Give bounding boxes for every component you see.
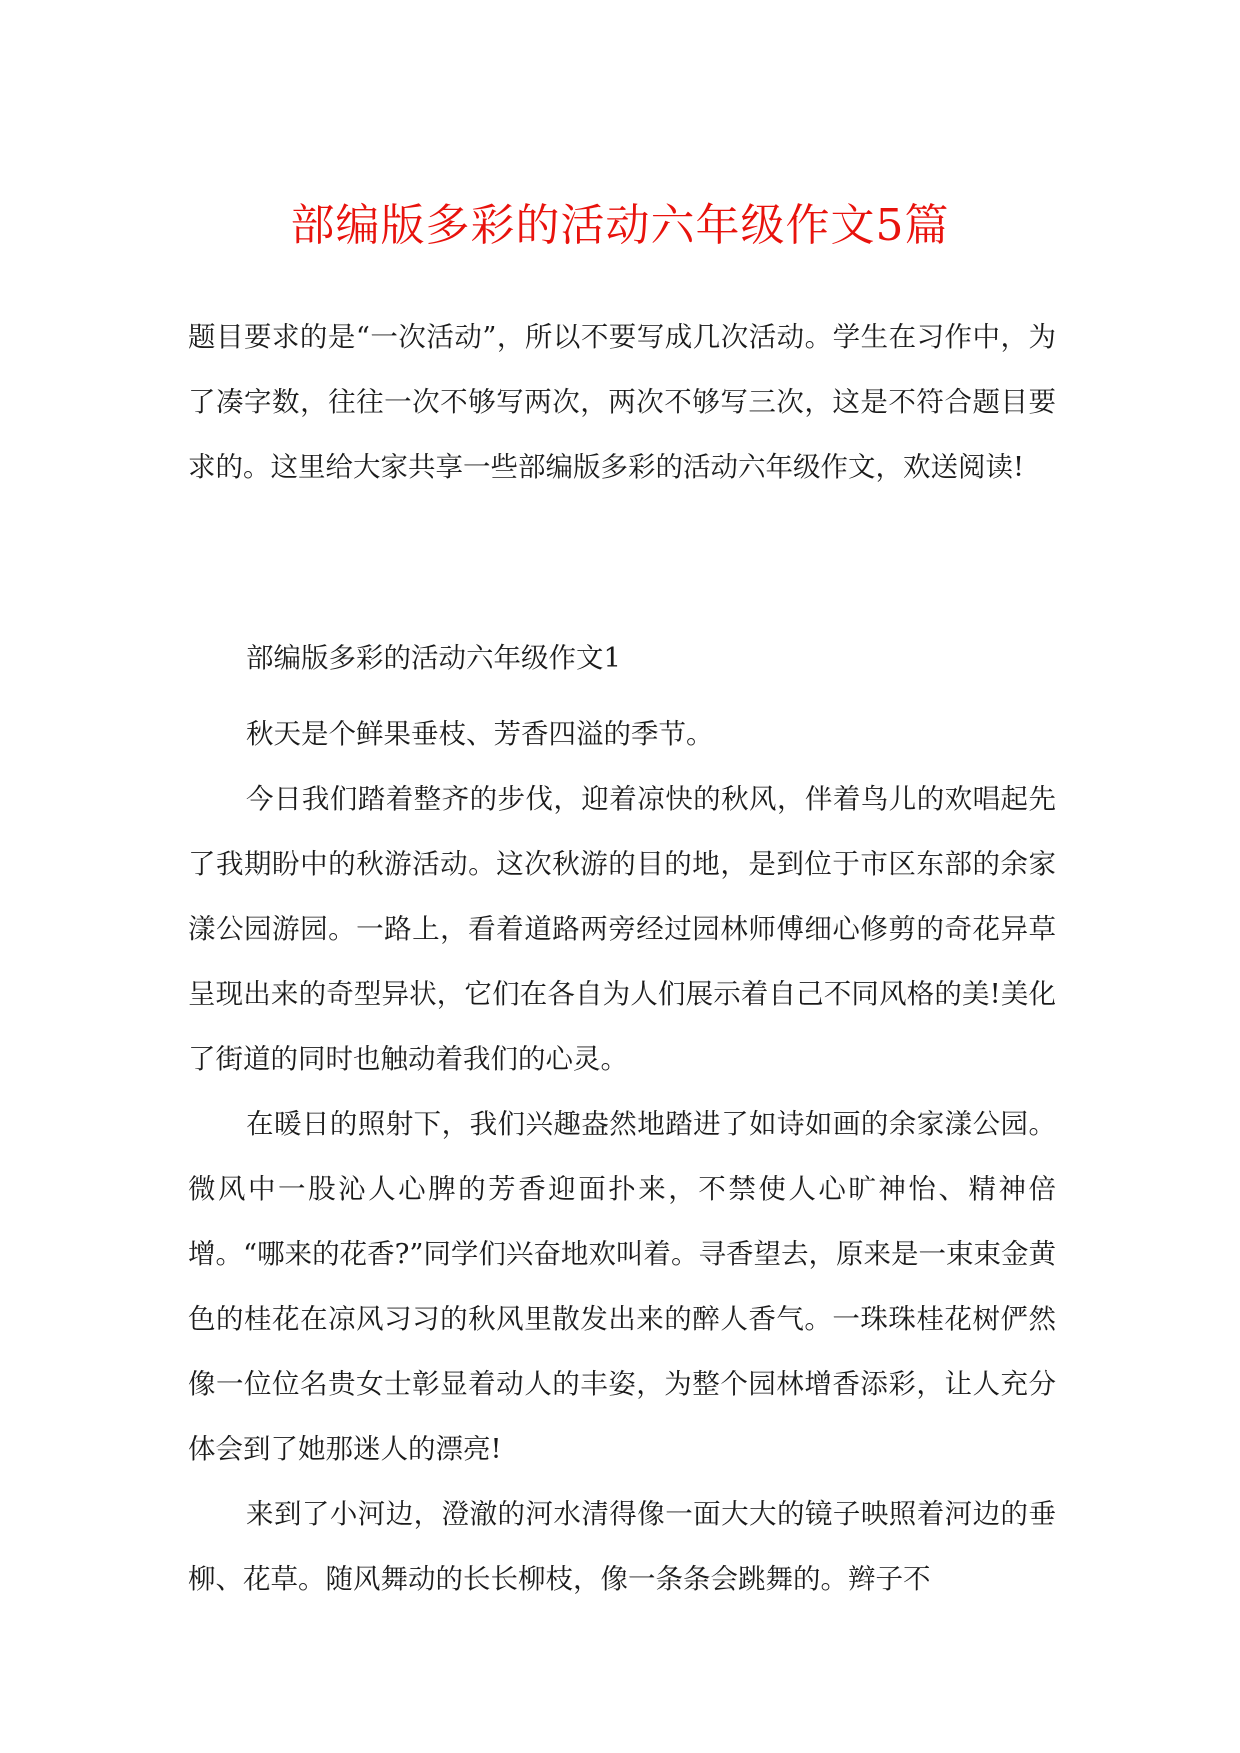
document-title: 部编版多彩的活动六年级作文5篇 [290,200,950,251]
essay-body [188,702,1056,1612]
intro-paragraph: 题目要求的是“一次活动”，所以不要写成几次活动。学生在习作中，为了凑字数，往往一次不够写两次，两次不够写三次，这是不符合题目要求的。这里给大家共享一些部编版多彩的活动六年级作文，欢送阅读! [188,321,1056,483]
essay-paragraph: 在暖日的照射下，我们兴趣盎然地踏进了如诗如画的余家漾公园。微风中一股沁人心脾的芳香迎面扑来，不禁使人心旷神怡、精神倍增。“哪来的花香?”同学们兴奋地欢叫着。寻香望去，原来是一束束金黄色的桂花在凉风习习的秋风里散发出来的醉人香气。一珠珠桂花树俨然像一位位名贵女士彰显着动人的丰姿，为整个园林增香添彩，让人充分体会到了她那迷人的漂亮! [188,1108,1056,1465]
essay-paragraph: 秋天是个鲜果垂枝、芳香四溢的季节。 [246,718,714,750]
essay-paragraph: 来到了小河边，澄澈的河水清得像一面大大的镜子映照着河边的垂柳、花草。随风舞动的长长柳枝，像一条条会跳舞的。辫子不 [188,1498,1056,1595]
essay-heading: 部编版多彩的活动六年级作文1 [246,642,621,674]
essay-paragraph: 今日我们踏着整齐的步伐，迎着凉快的秋风，伴着鸟儿的欢唱起先了我期盼中的秋游活动。这次秋游的目的地，是到位于市区东部的余家漾公园游园。一路上，看着道路两旁经过园林师傅细心修剪的奇花异草呈现出来的奇型异状，它们在各自为人们展示着自己不同风格的美!美化了街道的同时也触动着我们的心灵。 [188,783,1056,1075]
